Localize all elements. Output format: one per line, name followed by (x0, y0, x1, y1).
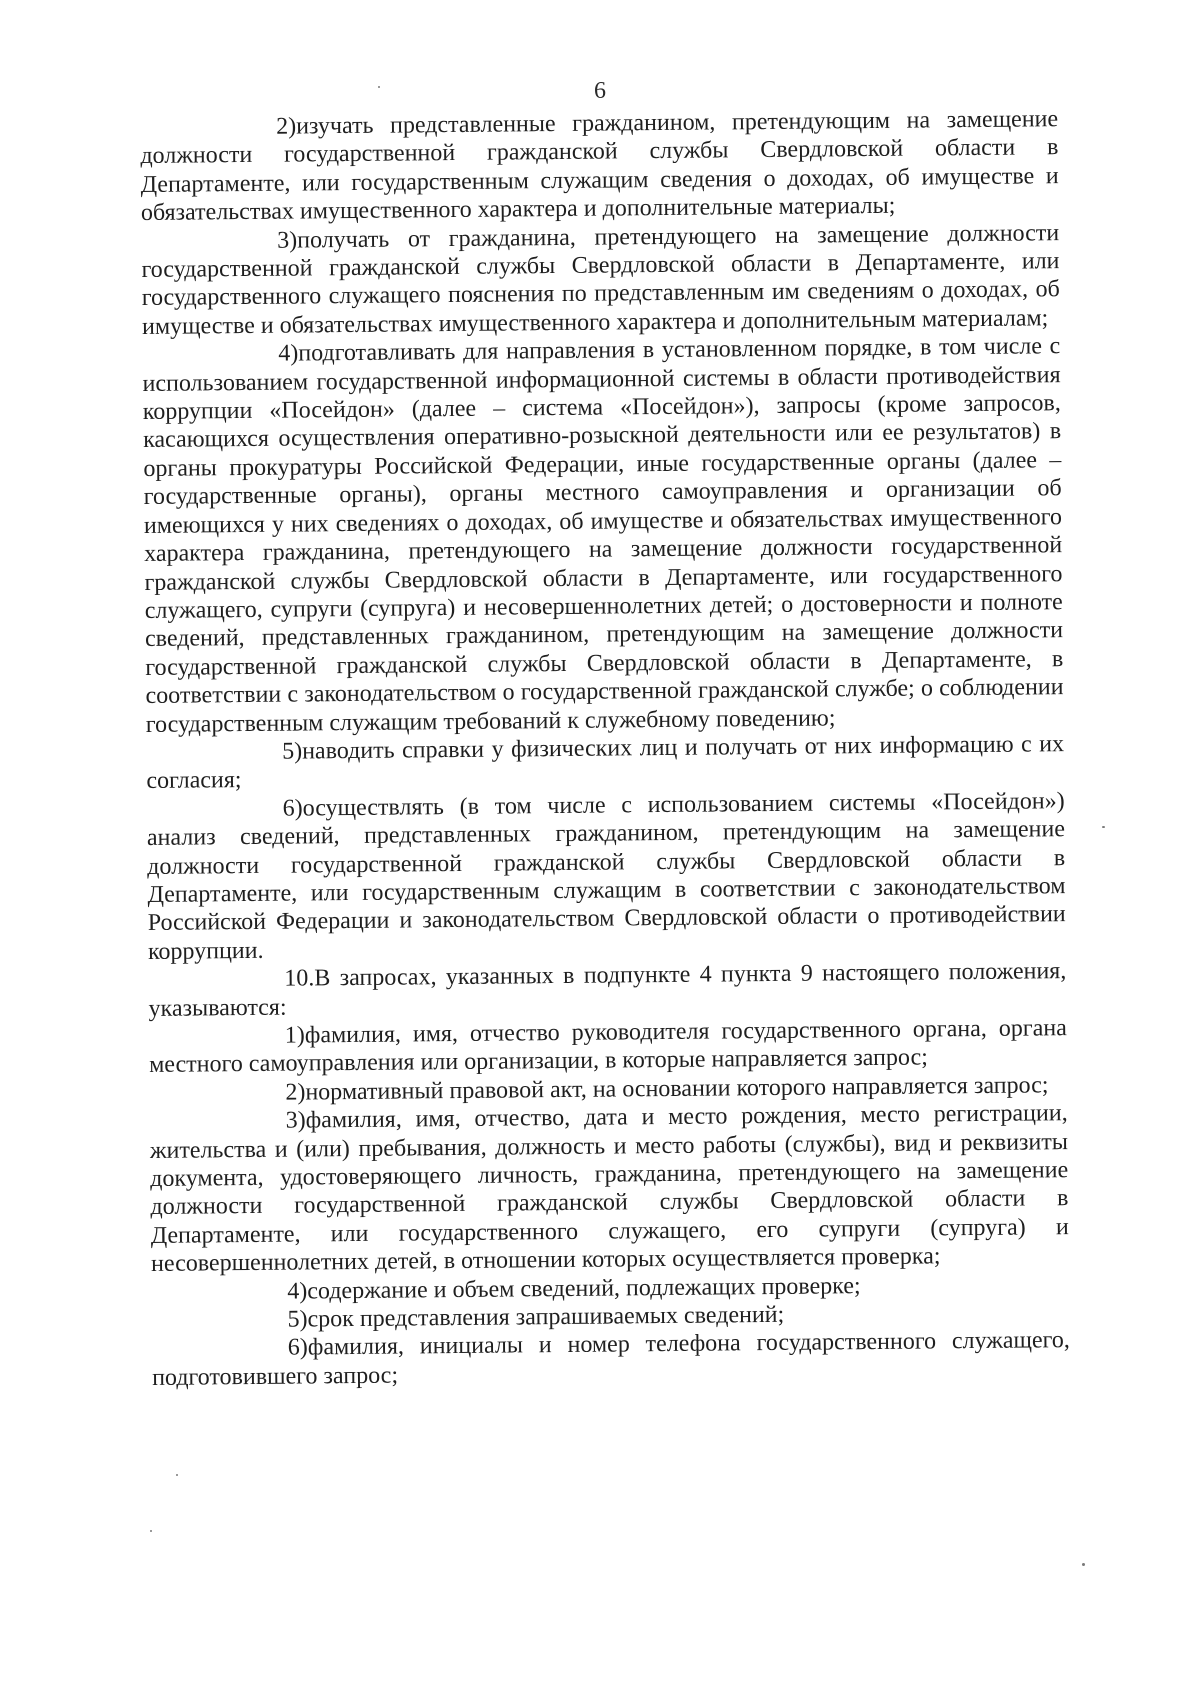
page-number: 6 (594, 78, 606, 104)
scan-speck (150, 1530, 152, 1532)
item-text: нормативный правовой акт, на основании которого направляется запрос; (305, 1072, 1049, 1106)
item-text: фамилия, имя, отчество, дата и место рождения, место регистрации, жительства и (или) пребывания, должность и место работы (службы), вид и реквизиты документа, удостоверяющего личность, гражданина, претендующего на замещение должности государственной гражданской службы Свердловской области в Департаменте, или государственного служащего, его супруги (супруга) и несовершеннолетних детей, в отношении которых осуществляется проверка; (149, 1100, 1069, 1278)
item-number: 6) (282, 795, 303, 822)
paragraph-item-2 (140, 105, 1059, 227)
item-text: фамилия, имя, отчество руководителя государственного органа, органа местного самоуправления или организации, в которые направляется запрос; (149, 1015, 1067, 1079)
item-text: изучать представленные гражданином, претендующим на замещение должности государственной гражданской службы Свердловской области в Департаменте, или государственным служащим сведения о доходах, об имуществе и обязательствах имущественного характера и дополнительные материалы; (140, 106, 1059, 227)
scan-speck (1082, 1563, 1085, 1566)
item-number: 4) (278, 340, 299, 367)
scan-speck (378, 86, 380, 88)
item-text: содержание и объем сведений, подлежащих проверке; (307, 1272, 861, 1305)
item-number: 3) (277, 227, 298, 254)
paragraph-section-10 (148, 957, 1067, 1023)
item-number: 1) (284, 1022, 305, 1049)
item-number: 5) (282, 738, 303, 765)
item-text: фамилия, инициалы и номер телефона государственного служащего, подготовившего запрос; (152, 1327, 1070, 1391)
item-number: 2) (285, 1079, 306, 1106)
item-text: получать от гражданина, претендующего на замещение должности государственной гражданской службы Свердловской области в Департаменте, или государственного служащего пояснения по представленным им сведениям о доходах, об имуществе и обязательствах имущественного характера и дополнительным материалам; (141, 219, 1060, 340)
item-number: 5) (287, 1306, 308, 1333)
paragraph-item-6 (147, 787, 1067, 966)
item-number: 6) (287, 1334, 308, 1362)
item-number: 2) (276, 113, 297, 140)
paragraph-item-4 (142, 332, 1064, 738)
scan-speck (1102, 826, 1105, 828)
section-text: В запросах, указанных в подпункте 4 пункта 9 настоящего положения, указываются: (148, 958, 1067, 1022)
item-number: 4) (287, 1278, 308, 1305)
item-text: срок представления запрашиваемых сведений; (307, 1301, 785, 1333)
item-text: подготавливать для направления в установленном порядке, в том числе с использованием государственной информационной системы в области противодействия коррупции «Посейдон» (далее – система «Посейдон»), запросы (кроме запросов, касающихся осуществления оперативно-розыскной деятельности или ее результатов) в органы прокуратуры Российской Федерации, иные государственные органы (далее – государственные органы), органы местного самоуправления и организации об имеющихся у них сведениях о доходах, об имуществе и обязательствах имущественного характера гражданина, претендующего на замещение должности государственной гражданской службы Свердловской области в Департаменте, или государственного служащего, супруги (супруга) и несовершеннолетних детей; о достоверности и полноте сведений, представленных гражданином, претендующим на замещение должности государственной гражданской службы Свердловской области в Департаменте, в соответствии с законодательством о государственной гражданской службе; о соблюдении государственным служащим требований к служебному поведению; (142, 333, 1064, 738)
paragraph-subitem-1 (149, 1014, 1068, 1080)
paragraph-subitem-3 (150, 1099, 1070, 1278)
item-text: наводить справки у физических лиц и получать от них информацию с их согласия; (146, 731, 1065, 795)
paragraph-subitem-6 (152, 1327, 1071, 1393)
paragraph-item-5 (146, 730, 1065, 796)
document-body (140, 105, 1070, 1392)
paragraph-item-3 (141, 219, 1060, 341)
item-text: осуществлять (в том числе с использованием системы «Посейдон») анализ сведений, представленных гражданином, претендующим на замещение должности государственной гражданской службы Свердловской области в Департаменте, или государственным служащим в соответствии с законодательством Российской Федерации и законодательством Свердловской области о противодействии коррупции. (146, 787, 1066, 965)
section-number: 10. (284, 965, 315, 992)
item-number: 3) (285, 1107, 306, 1134)
scan-speck (176, 1474, 178, 1476)
